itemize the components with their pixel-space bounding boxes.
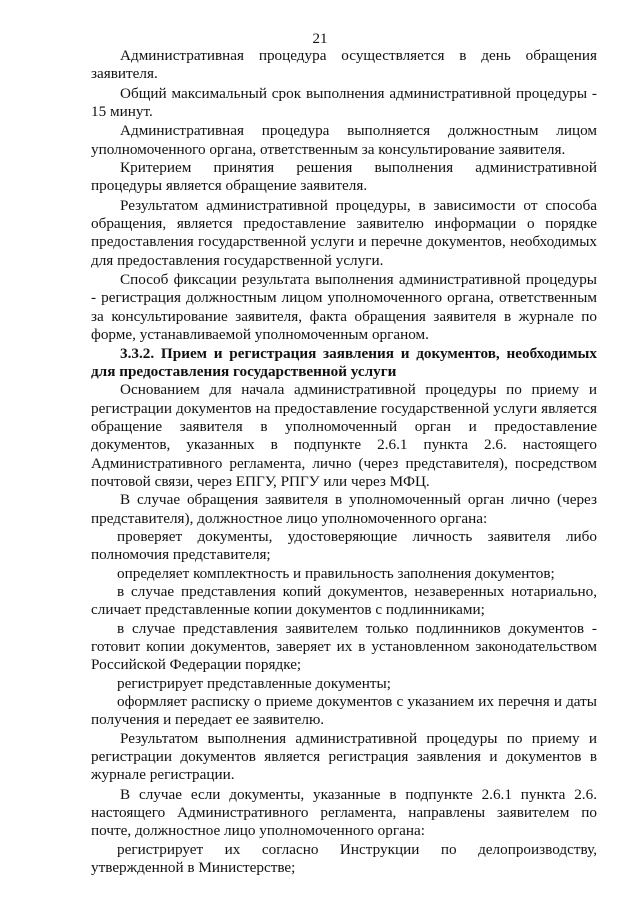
list-item-completeness: определяет комплектность и правильность заполнения документов; [117,564,555,582]
list-item-register-per-instruction: регистрирует их согласно Инструкции по делопроизводству, утвержденной в Министерстве; [91,840,597,877]
list-item-compare-copies: в случае представления копий документов, незаверенных нотариально, сличает представленные копии документов с подлинниками; [91,582,597,619]
paragraph-in-person-application: В случае обращения заявителя в уполномоченный орган лично (через представителя), должностное лицо уполномоченного органа: [91,491,597,527]
paragraph-procedure-basis: Основанием для начала административной процедуры по приему и регистрации документов на предоставление государственной услуги является обращение заявителя в уполномоченный орган и предоставление документов, указанных в подпункте 2.6.1 пункта 2.6. настоящего Административного регламента, лично (через представителя), посредством почтовой связи, через ЕПГУ, РПГУ или через МФЦ. [91,381,597,490]
paragraph-postal-submission: В случае если документы, указанные в подпункте 2.6.1 пункта 2.6. настоящего Административного регламента, направлены заявителем по почте, должностное лицо уполномоченного органа: [91,785,597,840]
paragraph-procedure-day: Административная процедура осуществляется в день обращения заявителя. [91,47,597,83]
list-item-register-documents: регистрирует представленные документы; [117,674,391,692]
paragraph-procedure-result: Результатом административной процедуры, в зависимости от способа обращения, является предоставление заявителю информации о порядке предоставления государственной услуги и перечне документов, необходимых для предоставления государственной услуги. [91,196,597,269]
list-item-prepare-copies: в случае представления заявителем только подлинников документов - готовит копии документов, заверяет их в установленном законодательством Российской Федерации порядке; [91,619,597,674]
paragraph-responsible-official: Административная процедура выполняется должностным лицом уполномоченного органа, ответственным за консультирование заявителя. [91,122,597,158]
paragraph-decision-criterion: Критерием принятия решения выполнения административной процедуры является обращение заявителя. [91,159,597,195]
paragraph-max-duration: Общий максимальный срок выполнения административной процедуры - 15 минут. [91,84,597,121]
list-item-issue-receipt: оформляет расписку о приеме документов с указанием их перечня и даты получения и передает ее заявителю. [91,693,597,729]
document-body [91,47,597,877]
page-number: 21 [312,31,328,47]
list-item-checks-identity: проверяет документы, удостоверяющие личность заявителя либо полномочия представителя; [91,527,597,564]
paragraph-result-recording: Способ фиксации результата выполнения административной процедуры - регистрация должностным лицом уполномоченного органа, ответственным за консультирование заявителя, факта обращения заявителя в журнале по форме, устанавливаемой уполномоченным органом. [91,271,597,344]
section-heading-3-3-2: 3.3.2. Прием и регистрация заявления и документов, необходимых для предоставления государственной услуги [91,344,597,380]
paragraph-registration-result: Результатом выполнения административной процедуры по приему и регистрации документов является регистрация заявления и документов в журнале регистрации. [91,729,597,784]
